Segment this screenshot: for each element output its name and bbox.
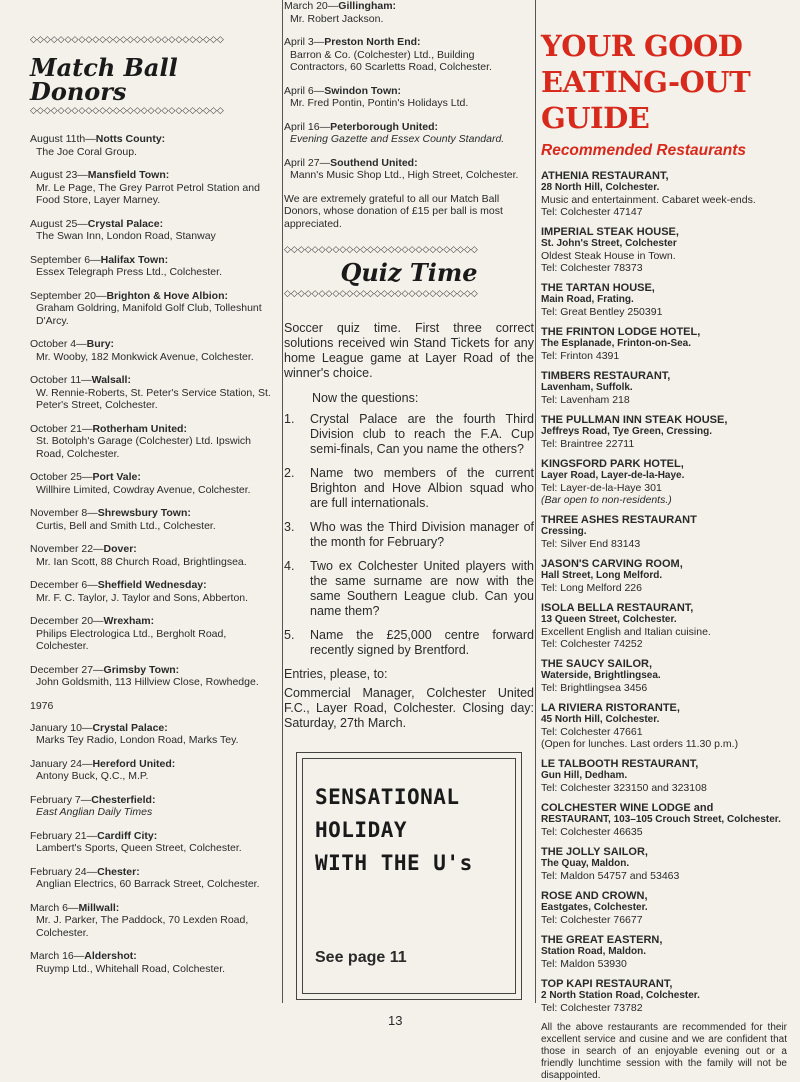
match-date: December 6—	[30, 579, 98, 591]
opponent-team: Gillingham:	[338, 0, 397, 12]
promo-see-page: See page 11	[315, 949, 407, 966]
restaurant-phone: Tel: Silver End 83143	[541, 538, 641, 550]
donors-thanks: We are extremely grateful to all our Match Ball Donors, whose donation of £15 per ball is most appreciated.	[284, 192, 503, 230]
restaurant-phone: Tel: Colchester 323150 and 323108	[541, 782, 707, 794]
donor-entry	[30, 169, 276, 207]
donor-entry	[284, 36, 534, 74]
quiz-question	[284, 520, 534, 550]
restaurant-name: THE PULLMAN INN STEAK HOUSE,	[541, 414, 728, 426]
restaurant-name: LA RIVIERA RISTORANTE,	[541, 702, 680, 714]
opponent-team: Sheffield Wednesday:	[97, 579, 207, 591]
donor-name: Mann's Music Shop Ltd., High Street, Colchester.	[290, 169, 519, 181]
restaurant-address: Hall Street, Long Melford.	[541, 570, 663, 581]
opponent-team: Notts County:	[95, 133, 166, 145]
restaurant-name: KINGSFORD PARK HOTEL,	[541, 458, 684, 470]
question-number: 5.	[284, 628, 295, 642]
guide-title-line1: YOUR GOOD	[541, 29, 743, 63]
donor-entry	[30, 866, 276, 891]
restaurant-entry	[541, 558, 787, 594]
column-divider-right	[535, 0, 536, 1003]
restaurant-phone: Tel: Colchester 73782	[541, 1002, 643, 1014]
donor-name: Willhire Limited, Cowdray Avenue, Colchester.	[36, 483, 251, 496]
opponent-team: Chester:	[97, 865, 140, 878]
restaurant-phone: Tel: Maldon 54757 and 53463	[541, 870, 680, 882]
quiz-intro: Soccer quiz time. First three correct solutions received win Stand Tickets for any home League game at Layer Road of the winner's choice.	[284, 321, 534, 380]
restaurant-entry	[541, 658, 787, 694]
question-text: Crystal Palace are the fourth Third Division club to reach the F.A. Cup semi-finals, Can you name the others?	[310, 412, 534, 456]
donor-name: Barron & Co. (Colchester) Ltd., Building Contractors, 60 Scarletts Road, Colchester.	[290, 48, 492, 73]
donors-title-line1: Match Ball	[30, 53, 178, 82]
donor-name: W. Rennie-Roberts, St. Peter's Service Station, St. Peter's Street, Colchester.	[36, 386, 271, 411]
restaurant-address: RESTAURANT, 103–105 Crouch Street, Colchester.	[541, 814, 781, 825]
donor-entry	[30, 290, 276, 328]
opponent-team: Wrexham:	[103, 615, 155, 627]
restaurant-entry	[541, 602, 787, 650]
match-date: October 4—	[30, 338, 87, 350]
restaurant-phone: Tel: Layer-de-la-Haye 301	[541, 482, 662, 494]
restaurant-address: Cressing.	[541, 526, 587, 537]
opponent-team: Brighton & Hove Albion:	[106, 289, 228, 302]
donor-entry	[30, 950, 276, 975]
restaurant-address: The Esplanade, Frinton-on-Sea.	[541, 338, 692, 349]
match-date: January 10—	[30, 721, 93, 734]
restaurant-entry	[541, 458, 787, 506]
donor-name: John Goldsmith, 113 Hillview Close, Rowhedge.	[36, 676, 259, 688]
donor-list-1975	[30, 133, 276, 689]
restaurant-phone: Tel: Lavenham 218	[541, 394, 630, 406]
restaurant-note-italic: (Bar open to non-residents.)	[541, 494, 672, 506]
decorative-border-bottom: ◇◇◇◇◇◇◇◇◇◇◇◇◇◇◇◇◇◇◇◇◇◇◇◇◇◇◇◇	[284, 289, 478, 299]
restaurant-address: 2 North Station Road, Colchester.	[541, 990, 700, 1001]
match-date: October 11—	[30, 374, 92, 386]
donor-name: Anglian Electrics, 60 Barrack Street, Colchester.	[36, 878, 260, 890]
match-date: April 3—	[284, 36, 325, 48]
donor-entry	[284, 157, 534, 182]
holiday-promo-box	[296, 752, 522, 1000]
donor-list-continued	[284, 0, 534, 182]
donor-name: Mr. Le Page, The Grey Parrot Petrol Station and Food Store, Layer Marney.	[36, 181, 260, 206]
restaurant-hours: (Open for lunches. Last orders 11.30 p.m.)	[541, 738, 739, 750]
restaurant-entry	[541, 890, 787, 926]
eating-out-guide-column	[541, 0, 787, 1082]
match-date: February 21—	[30, 829, 98, 842]
restaurant-address: St. John's Street, Colchester	[541, 238, 677, 249]
restaurant-note: Excellent English and Italian cuisine.	[541, 626, 711, 638]
donor-entry	[30, 507, 276, 532]
opponent-team: Southend United:	[330, 156, 418, 169]
restaurant-address: 13 Queen Street, Colchester.	[541, 614, 677, 625]
match-date: March 6—	[30, 901, 79, 914]
restaurant-entry	[541, 226, 787, 274]
decorative-border-top: ◇◇◇◇◇◇◇◇◇◇◇◇◇◇◇◇◇◇◇◇◇◇◇◇◇◇◇◇	[30, 35, 224, 45]
donor-entry	[30, 218, 276, 243]
restaurant-entry	[541, 758, 787, 794]
restaurant-entry	[541, 414, 787, 450]
question-text: Two ex Colchester United players with the same surname are now with the same Southern League club. Can you name them?	[310, 559, 534, 618]
restaurant-name: THE JOLLY SAILOR,	[541, 846, 648, 858]
donor-entry	[30, 722, 276, 747]
restaurant-phone: Tel: Colchester 74252	[541, 638, 643, 650]
restaurant-entry	[541, 934, 787, 970]
question-text: Name the £25,000 centre forward recently signed by Brentford.	[310, 628, 534, 657]
match-date: September 6—	[30, 253, 101, 266]
quiz-column	[284, 0, 534, 741]
restaurant-name: TIMBERS RESTAURANT,	[541, 370, 671, 382]
match-date: September 20—	[30, 289, 107, 302]
donor-entry	[30, 374, 276, 412]
restaurant-name: THE TARTAN HOUSE,	[541, 282, 655, 294]
opponent-team: Peterborough United:	[330, 120, 439, 133]
donor-entry	[30, 254, 276, 279]
restaurant-entry	[541, 326, 787, 362]
restaurant-entry	[541, 514, 787, 550]
donor-name: Evening Gazette and Essex County Standard.	[290, 133, 505, 145]
restaurant-note: Music and entertainment. Cabaret week-ends.	[541, 194, 756, 206]
restaurant-name: JASON'S CARVING ROOM,	[541, 558, 683, 570]
entries-address: Commercial Manager, Colchester United F.C., Layer Road, Colchester. Closing day: Saturday, 27th March.	[284, 686, 534, 730]
donors-title-line2: Donors	[30, 77, 127, 106]
donor-entry	[284, 85, 534, 110]
match-date: February 24—	[30, 865, 98, 878]
restaurant-phone: Tel: Braintree 22711	[541, 438, 635, 450]
questions-lead: Now the questions:	[312, 391, 419, 405]
opponent-team: Aldershot:	[84, 950, 137, 962]
guide-closing-note: All the above restaurants are recommended for their excellent service and cusine and we are confident that those in search of an enjoyable evening out or a friendly lunchtime session with the family will not be disappointed.	[541, 1022, 787, 1081]
restaurant-list	[541, 170, 787, 1014]
restaurant-name: THE FRINTON LODGE HOTEL,	[541, 326, 701, 338]
restaurant-name: ATHENIA RESTAURANT,	[541, 170, 669, 182]
restaurant-name: LE TALBOOTH RESTAURANT,	[541, 758, 699, 770]
decorative-border-bottom: ◇◇◇◇◇◇◇◇◇◇◇◇◇◇◇◇◇◇◇◇◇◇◇◇◇◇◇◇	[30, 106, 224, 116]
donor-name: Antony Buck, Q.C., M.P.	[36, 770, 149, 782]
restaurant-name: THE SAUCY SAILOR,	[541, 658, 653, 670]
opponent-team: Crystal Palace:	[87, 217, 164, 230]
match-date: October 25—	[30, 471, 93, 483]
restaurant-address: Gun Hill, Dedham.	[541, 770, 628, 781]
restaurant-name: COLCHESTER WINE LODGE and	[541, 802, 714, 814]
question-number: 4.	[284, 559, 295, 573]
donor-entry	[30, 133, 276, 158]
match-date: October 21—	[30, 422, 93, 435]
opponent-team: Mansfield Town:	[87, 169, 170, 181]
promo-line-2: HOLIDAY	[315, 818, 408, 842]
donor-name: Graham Goldring, Manifold Golf Club, Tolleshunt D'Arcy.	[36, 302, 262, 327]
donor-name: Mr. F. C. Taylor, J. Taylor and Sons, Abberton.	[36, 591, 249, 604]
match-date: August 11th—	[30, 133, 96, 145]
restaurant-entry	[541, 846, 787, 882]
promo-line-1: SENSATIONAL	[315, 785, 460, 809]
match-date: March 20—	[284, 0, 339, 12]
opponent-team: Hereford United:	[92, 757, 176, 770]
restaurant-entry	[541, 170, 787, 218]
opponent-team: Halifax Town:	[100, 253, 169, 266]
restaurant-name: ISOLA BELLA RESTAURANT,	[541, 602, 694, 614]
donor-name: Mr. Wooby, 182 Monkwick Avenue, Colchester.	[36, 350, 254, 363]
restaurant-entry	[541, 282, 787, 318]
restaurant-phone: Tel: Maldon 53930	[541, 958, 627, 970]
question-number: 1.	[284, 412, 295, 426]
restaurant-name: THREE ASHES RESTAURANT	[541, 514, 697, 526]
restaurant-phone: Tel: Colchester 78373	[541, 262, 643, 274]
restaurant-phone: Tel: Long Melford 226	[541, 582, 642, 594]
opponent-team: Rotherham United:	[92, 422, 187, 435]
quiz-question	[284, 559, 534, 619]
restaurant-address: Layer Road, Layer-de-la-Haye.	[541, 470, 685, 481]
match-date: November 8—	[30, 507, 98, 519]
guide-title-line2: EATING-OUT GUIDE	[541, 65, 751, 135]
donor-entry	[30, 471, 276, 496]
page-number: 13	[388, 1013, 403, 1028]
match-date: August 23—	[30, 169, 88, 181]
donor-name: Mr. Ian Scott, 88 Church Road, Brightlingsea.	[36, 555, 247, 568]
restaurant-phone: Tel: Colchester 46635	[541, 826, 643, 838]
donor-name: The Joe Coral Group.	[36, 145, 137, 158]
opponent-team: Chesterfield:	[91, 793, 156, 806]
restaurant-name: ROSE AND CROWN,	[541, 890, 648, 902]
restaurant-entry	[541, 702, 787, 750]
year-heading: 1976	[30, 699, 54, 712]
donor-name: Philips Electrologica Ltd., Bergholt Road, Colchester.	[36, 627, 227, 652]
match-date: April 6—	[284, 84, 325, 97]
restaurant-entry	[541, 978, 787, 1014]
restaurant-phone: Tel: Colchester 47147	[541, 206, 643, 218]
restaurant-address: Station Road, Maldon.	[541, 946, 646, 957]
match-date: April 27—	[284, 156, 331, 169]
donor-entry	[30, 615, 276, 653]
donor-name: East Anglian Daily Times	[36, 806, 153, 818]
restaurant-name: THE GREAT EASTERN,	[541, 934, 663, 946]
donor-entry	[30, 579, 276, 604]
question-number: 2.	[284, 466, 295, 480]
restaurant-address: 45 North Hill, Colchester.	[541, 714, 660, 725]
donor-entry	[284, 0, 534, 25]
question-text: Name two members of the current Brighton and Hove Albion squad who are full internationals.	[310, 466, 534, 510]
donor-name: Mr. Robert Jackson.	[290, 12, 384, 25]
donor-name: Mr. J. Parker, The Paddock, 70 Lexden Road, Colchester.	[36, 914, 249, 939]
quiz-title: Quiz Time	[340, 258, 478, 287]
opponent-team: Port Vale:	[92, 471, 141, 483]
donor-name: Essex Telegraph Press Ltd., Colchester.	[36, 266, 222, 278]
column-divider-left	[282, 0, 283, 1003]
match-date: December 27—	[30, 663, 104, 676]
match-date: December 20—	[30, 615, 104, 627]
restaurant-entry	[541, 802, 787, 838]
donor-entry	[30, 664, 276, 689]
restaurant-phone: Tel: Brightlingsea 3456	[541, 682, 648, 694]
promo-headline	[315, 781, 473, 880]
donor-name: Marks Tey Radio, London Road, Marks Tey.	[36, 734, 239, 746]
quiz-questions	[284, 412, 534, 658]
quiz-question	[284, 628, 534, 658]
match-ball-donors-column	[30, 0, 276, 986]
donor-entry	[30, 758, 276, 783]
donor-entry	[30, 543, 276, 568]
donor-list-1976	[30, 722, 276, 976]
decorative-border-top: ◇◇◇◇◇◇◇◇◇◇◇◇◇◇◇◇◇◇◇◇◇◇◇◇◇◇◇◇	[284, 245, 478, 255]
opponent-team: Grimsby Town:	[103, 663, 180, 676]
match-date: November 22—	[30, 543, 104, 555]
match-date: April 16—	[284, 120, 331, 133]
restaurant-address: Waterside, Brightlingsea.	[541, 670, 661, 681]
opponent-team: Shrewsbury Town:	[97, 507, 191, 519]
donor-entry	[30, 830, 276, 855]
guide-subtitle: Recommended Restaurants	[541, 142, 747, 159]
restaurant-address: Eastgates, Colchester.	[541, 902, 648, 913]
donor-entry	[30, 338, 276, 363]
opponent-team: Preston North End:	[324, 36, 421, 48]
match-date: January 24—	[30, 757, 93, 770]
donor-entry	[30, 794, 276, 819]
entries-label: Entries, please, to:	[284, 667, 388, 681]
quiz-question	[284, 412, 534, 457]
restaurant-phone: Tel: Frinton 4391	[541, 350, 620, 362]
opponent-team: Cardiff City:	[97, 829, 158, 842]
donor-entry	[284, 121, 534, 146]
donor-name: Curtis, Bell and Smith Ltd., Colchester.	[36, 519, 216, 532]
restaurant-note: Oldest Steak House in Town.	[541, 250, 676, 262]
quiz-question	[284, 466, 534, 511]
restaurant-address: Jeffreys Road, Tye Green, Cressing.	[541, 426, 712, 437]
donor-entry	[30, 902, 276, 940]
restaurant-phone: Tel: Great Bentley 250391	[541, 306, 663, 318]
match-date: March 16—	[30, 950, 85, 962]
match-date: February 7—	[30, 793, 92, 806]
promo-line-3: WITH THE U's	[315, 851, 473, 875]
donor-name: The Swan Inn, London Road, Stanway	[36, 230, 216, 242]
restaurant-entry	[541, 370, 787, 406]
opponent-team: Bury:	[86, 338, 115, 350]
match-date: August 25—	[30, 217, 88, 230]
opponent-team: Swindon Town:	[324, 84, 402, 97]
opponent-team: Millwall:	[78, 901, 120, 914]
opponent-team: Crystal Palace:	[92, 721, 168, 734]
promo-inner-border	[302, 758, 516, 994]
restaurant-name: TOP KAPI RESTAURANT,	[541, 978, 673, 990]
question-text: Who was the Third Division manager of the month for February?	[310, 520, 534, 549]
opponent-team: Walsall:	[91, 374, 131, 386]
restaurant-address: 28 North Hill, Colchester.	[541, 182, 660, 193]
donor-name: St. Botolph's Garage (Colchester) Ltd. Ipswich Road, Colchester.	[36, 435, 252, 460]
restaurant-address: The Quay, Maldon.	[541, 858, 630, 869]
donor-entry	[30, 423, 276, 461]
opponent-team: Dover:	[103, 543, 137, 555]
question-number: 3.	[284, 520, 295, 534]
restaurant-address: Lavenham, Suffolk.	[541, 382, 633, 393]
donor-name: Ruymp Ltd., Whitehall Road, Colchester.	[36, 962, 226, 975]
restaurant-phone: Tel: Colchester 76677	[541, 914, 643, 926]
restaurant-name: IMPERIAL STEAK HOUSE,	[541, 226, 679, 238]
restaurant-phone: Tel: Colchester 47661	[541, 726, 643, 738]
donor-name: Mr. Fred Pontin, Pontin's Holidays Ltd.	[290, 97, 469, 109]
restaurant-address: Main Road, Frating.	[541, 294, 634, 305]
donor-name: Lambert's Sports, Queen Street, Colchester.	[36, 842, 242, 854]
